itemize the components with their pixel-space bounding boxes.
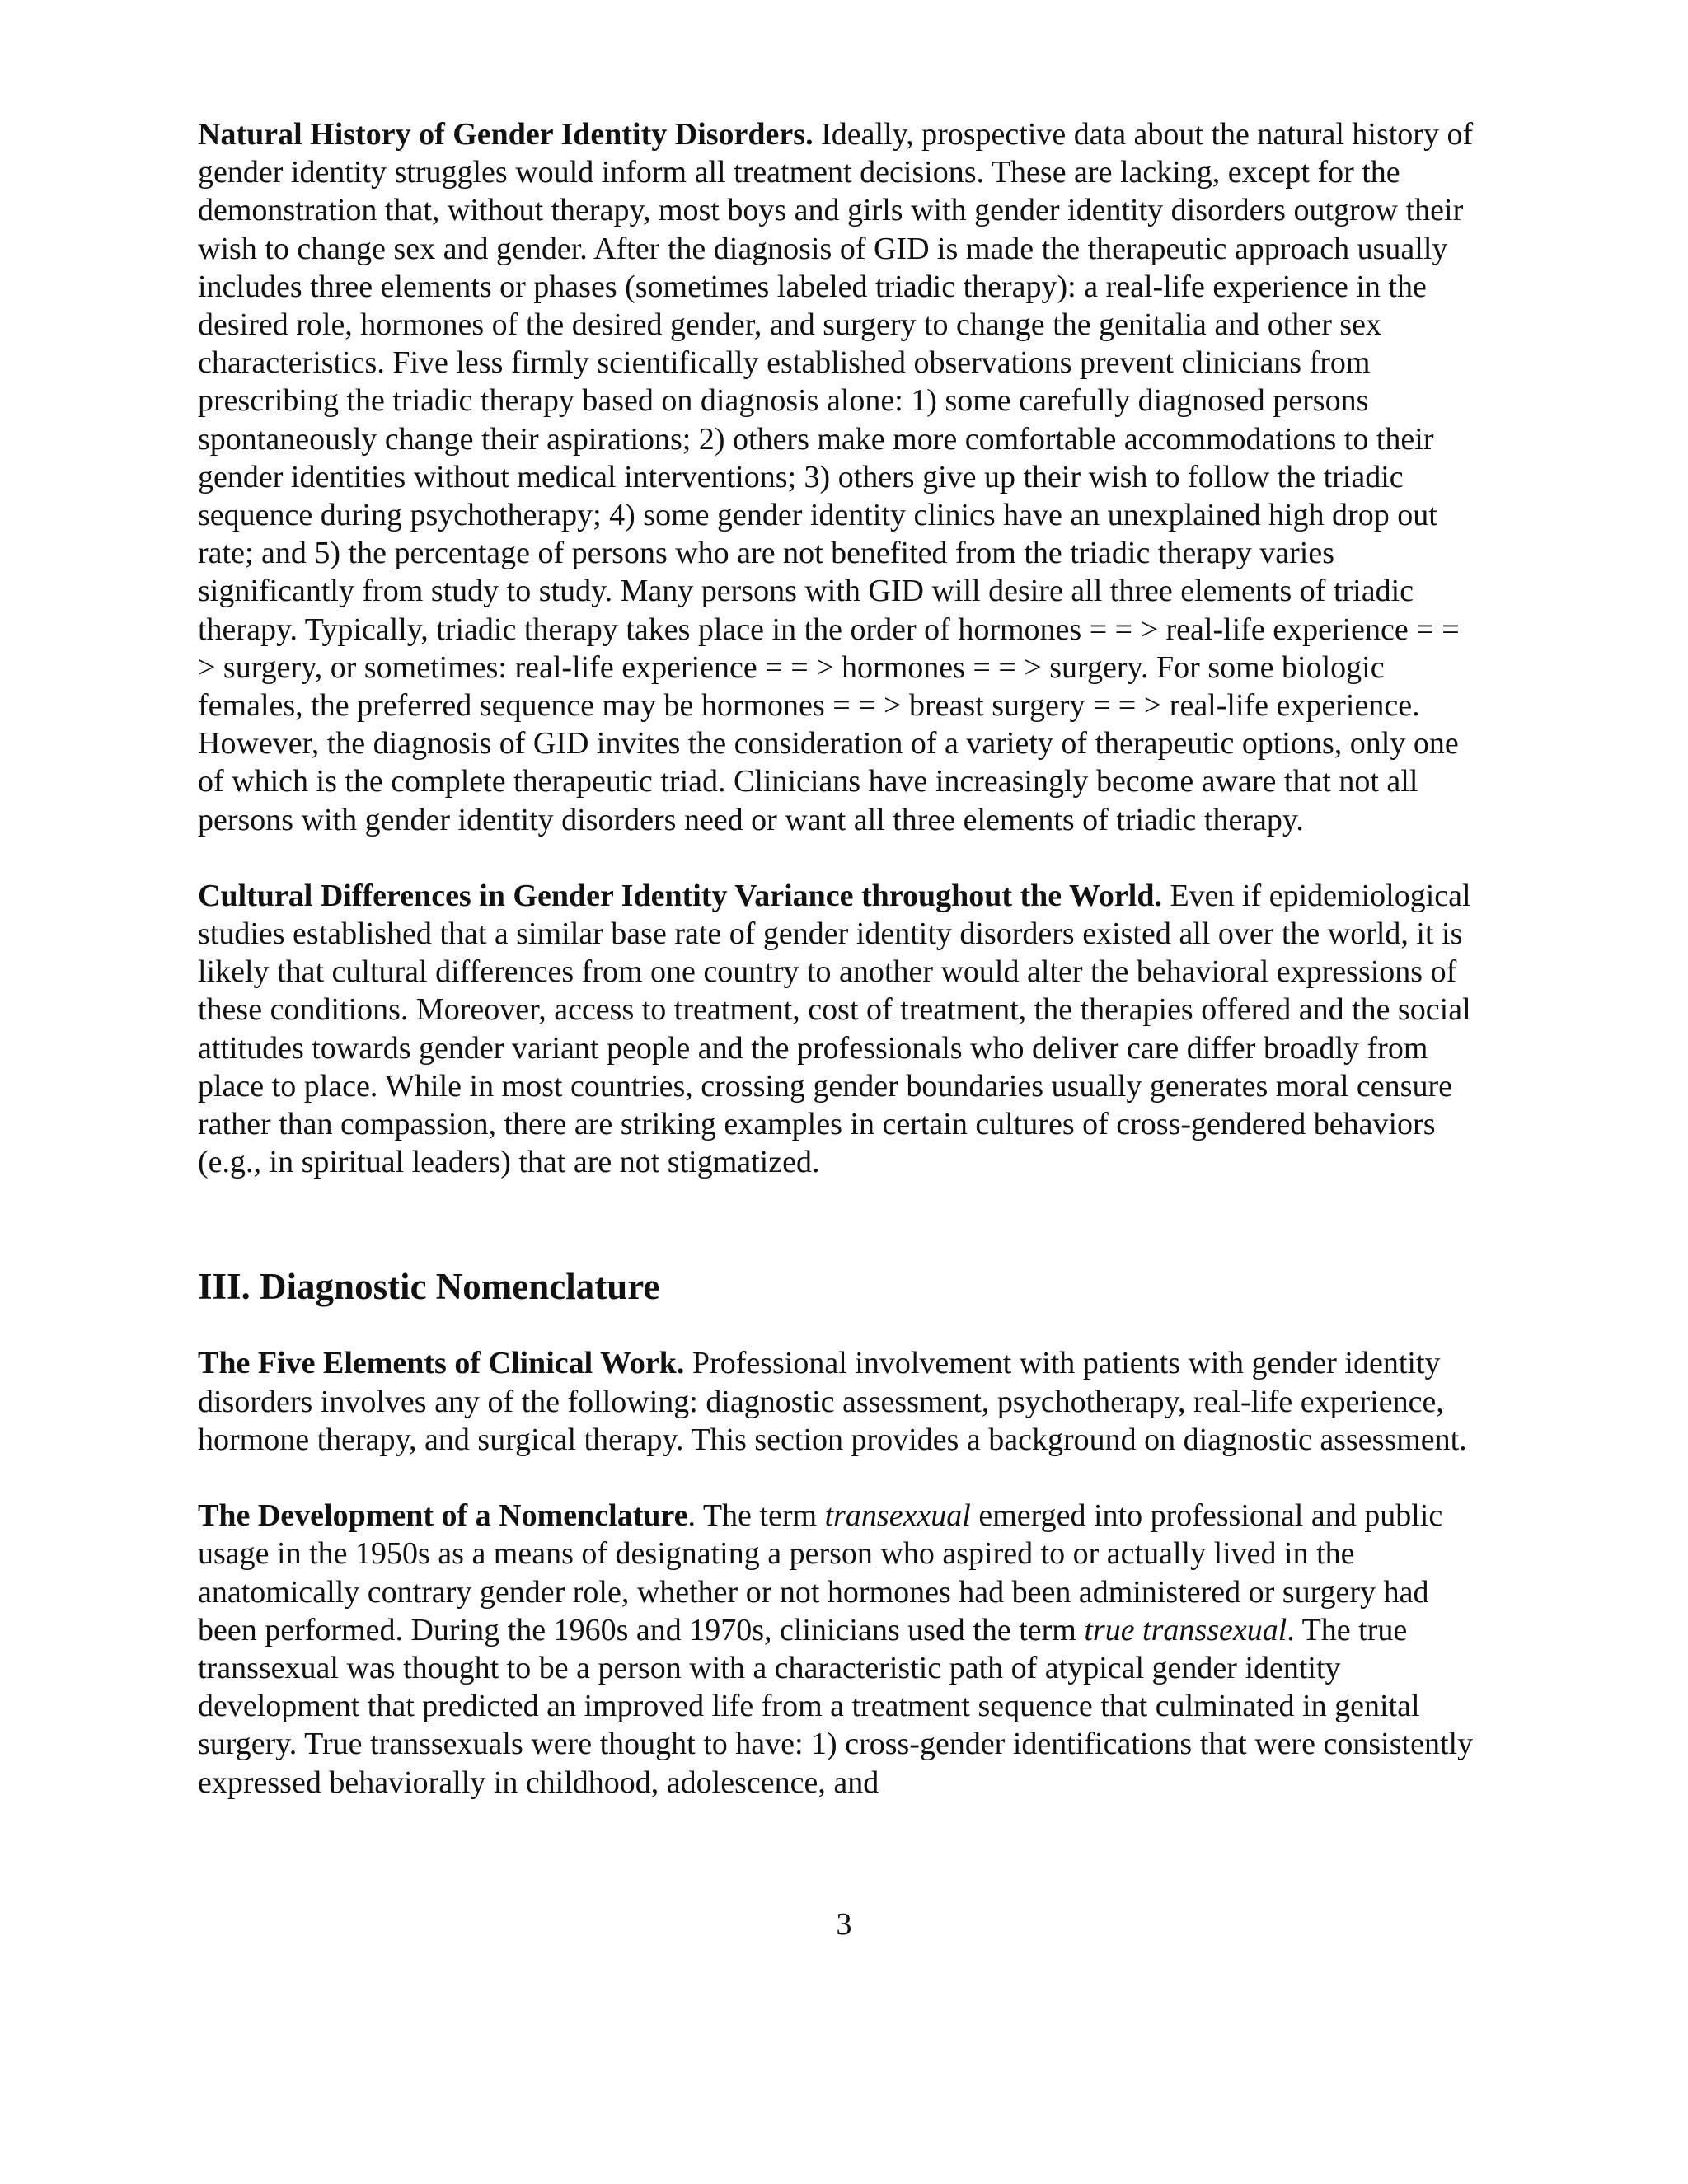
term-true-transsexual: true transsexual	[1084, 1612, 1287, 1647]
cultural-differences-heading: Cultural Differences in Gender Identity Variance throughout the World.	[198, 878, 1162, 913]
development-heading: The Development of a Nomenclature	[198, 1498, 688, 1534]
five-elements-body: Professional involvement with patients with gender identity disorders involves any of the following: diagnostic assessment, psychotherapy, real-life experience, hormone therapy, and surgical therapy. This section provides a background on diagnostic assessment.	[198, 1346, 1467, 1457]
document-page	[198, 115, 1484, 1840]
section-heading-diagnostic-nomenclature: III. Diagnostic Nomenclature	[198, 1266, 660, 1308]
development-text-3: . The true transsexual was thought to be a person with a characteristic path of atypical gender identity development that predicted an improved life from a treatment sequence that culminated in genital surgery. True transsexuals were thought to have: 1) cross-gender identifications that were consistently expressed behaviorally in childhood, adolescence, and	[198, 1612, 1474, 1800]
development-text-2: emerged into professional and public usage in the 1950s as a means of designating a person who aspired to or actually lived in the anatomically contrary gender role, whether or not hormones had been administered or surgery had been performed. During the 1960s and 1970s, clinicians used the term	[198, 1498, 1443, 1647]
five-elements-heading: The Five Elements of Clinical Work.	[198, 1346, 685, 1381]
natural-history-heading: Natural History of Gender Identity Disorders.	[198, 117, 814, 152]
cultural-differences-paragraph	[198, 877, 1484, 1182]
term-transexxual: transexxual	[824, 1498, 971, 1534]
natural-history-paragraph	[198, 115, 1484, 839]
development-text-1: . The term	[687, 1498, 825, 1534]
development-paragraph	[198, 1497, 1484, 1802]
cultural-differences-body: Even if epidemiological studies established that a similar base rate of gender identity disorders existed all over the world, it is likely that cultural differences from one country to another would alter the behavioral expressions of these conditions. Moreover, access to treatment, cost of treatment, the therapies offered and the social attitudes towards gender variant people and the professionals who deliver care differ broadly from place to place. While in most countries, crossing gender boundaries usually generates moral censure rather than compassion, there are striking examples in certain cultures of cross-gendered behaviors (e.g., in spiritual leaders) that are not stigmatized.	[198, 878, 1471, 1180]
five-elements-paragraph	[198, 1344, 1484, 1459]
natural-history-body: Ideally, prospective data about the natural history of gender identity struggles would inform all treatment decisions. These are lacking, except for the demonstration that, without therapy, most boys and girls with gender identity disorders outgrow their wish to change sex and gender. After the diagnosis of GID is made the therapeutic approach usually includes three elements or phases (sometimes labeled triadic therapy): a real-life experience in the desired role, hormones of the desired gender, and surgery to change the genitalia and other sex characteristics. Five less firmly scientifically established observations prevent clinicians from prescribing the triadic therapy based on diagnosis alone: 1) some carefully diagnosed persons spontaneously change their aspirations; 2) others make more comfortable accommodations to their gender identities without medical interventions; 3) others give up their wish to follow the triadic sequence during psychotherapy; 4) some gender identity clinics have an unexplained high drop out rate; and 5) the percentage of persons who are not benefited from the triadic therapy varies significantly from study to study. Many persons with GID will desire all three elements of triadic therapy. Typically, triadic therapy takes place in the order of hormones = = > real-life experience = = > surgery, or sometimes: real-life experience = = > hormones = = > surgery. For some biologic females, the preferred sequence may be hormones = = > breast surgery = = > real-life experience. However, the diagnosis of GID invites the consideration of a variety of therapeutic options, only one of which is the complete therapeutic triad. Clinicians have increasingly become aware that not all persons with gender identity disorders need or want all three elements of triadic therapy.	[198, 117, 1474, 837]
page-number: 3	[836, 1907, 852, 1942]
